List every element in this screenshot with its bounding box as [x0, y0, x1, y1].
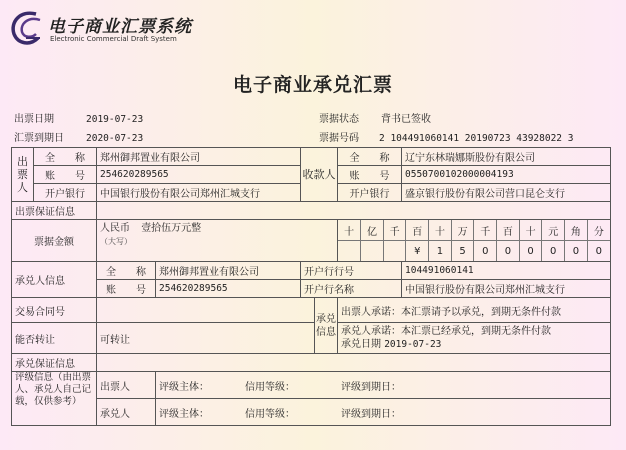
amount-digit-cell: 0: [587, 241, 610, 262]
number-row: [319, 129, 587, 144]
draft-system-logo-icon: [6, 8, 46, 48]
logo-chinese-text: 电子商业汇票系统: [48, 17, 192, 37]
acceptor-account: 254620289565: [156, 280, 301, 298]
contract-label: 交易合同号: [12, 298, 97, 323]
acceptor-bank-no-label: 开户行行号: [301, 262, 402, 280]
drawer-promise: 出票人承诺：本汇票请予以承兑，到期无条件付款: [338, 298, 611, 323]
acceptor-group-label: 承兑人信息: [12, 262, 97, 298]
rating-drawer-expiry: 评级到期日：: [341, 381, 401, 393]
rating-label: 评级信息（由出票人、承兑人自己记载，仅供参考）: [12, 372, 97, 426]
acceptor-account-label: 账 号: [97, 280, 156, 298]
acceptor-bank-no: 104491060141: [402, 262, 611, 280]
draft-number: 2 104491060141 20190723 43928022 3: [379, 133, 574, 144]
amount-unit-cell: 角: [565, 220, 588, 241]
issue-date-row: [14, 110, 157, 125]
number-label: 票据号码: [319, 133, 359, 144]
issue-date-value: 2019-07-23: [86, 114, 144, 125]
rating-drawer-agency: 评级主体：: [159, 381, 209, 393]
drawer-name: 郑州御邦置业有限公司: [97, 148, 301, 166]
drawer-name-label: 全 称: [34, 148, 97, 166]
drawer-guarantee-label: 出票保证信息: [12, 202, 97, 220]
acceptor-guarantee-label: 承兑保证信息: [12, 354, 97, 372]
amount-currency: 人民币: [100, 223, 130, 234]
acceptor-bank-name: 中国银行股份有限公司郑州汇城支行: [402, 280, 611, 298]
system-logo: [6, 8, 226, 48]
amount-digits-grid: [338, 220, 610, 261]
amount-digit-cell: 0: [519, 241, 542, 262]
acceptor-guarantee-value: [97, 354, 611, 372]
acceptor-name-label: 全 称: [97, 262, 156, 280]
rating-who-drawer: 出票人: [97, 372, 156, 399]
status-label: 票据状态: [319, 114, 359, 125]
drawer-account-label: 账 号: [34, 166, 97, 184]
rating-acceptor-expiry: 评级到期日：: [341, 408, 401, 420]
amount-digit-cell: 0: [497, 241, 520, 262]
acceptance-date: 2019-07-23: [384, 339, 442, 350]
amount-digit-cell: [338, 241, 361, 262]
drawer-group-label: 出票人: [12, 148, 34, 202]
payee-name-label: 全 称: [338, 148, 402, 166]
contract-value: [97, 298, 315, 323]
status-value: 背书已签收: [381, 114, 431, 125]
amount-digit-cell: 0: [474, 241, 497, 262]
payee-group-label: 收款人: [301, 148, 338, 202]
amount-digit-cell: 1: [429, 241, 452, 262]
amount-unit-cell: 元: [542, 220, 565, 241]
amount-unit-cell: 分: [587, 220, 610, 241]
acceptor-bank-name-label: 开户行名称: [301, 280, 402, 298]
amount-digit-cell: ¥: [406, 241, 429, 262]
amount-digits-cell: [338, 220, 611, 262]
amount-unit-cell: 十: [519, 220, 542, 241]
acceptance-group-label: 承兑信息: [315, 298, 338, 354]
amount-unit-cell: 千: [474, 220, 497, 241]
payee-name: 辽宁东林瑞娜斯股份有限公司: [402, 148, 611, 166]
rating-drawer-grade: 信用等级：: [245, 381, 295, 393]
drawer-bank: 中国银行股份有限公司郑州汇城支行: [97, 184, 301, 202]
amount-unit-cell: 百: [406, 220, 429, 241]
amount-words-cell: [97, 220, 338, 262]
acceptance-date-row: [341, 338, 607, 351]
rating-acceptor-details: [156, 399, 611, 426]
amount-digit-cell: [383, 241, 406, 262]
payee-account-label: 账 号: [338, 166, 402, 184]
due-date-row: [14, 129, 157, 144]
amount-label: 票据金额: [12, 220, 97, 262]
due-date-label: 汇票到期日: [14, 133, 64, 144]
drawer-guarantee-value: [97, 202, 611, 220]
acceptor-name: 郑州御邦置业有限公司: [156, 262, 301, 280]
acceptor-promise: 承兑人承诺：本汇票已经承兑，到期无条件付款: [341, 326, 551, 337]
amount-words: 壹拾伍万元整: [141, 223, 202, 234]
rating-drawer-details: [156, 372, 611, 399]
transfer-value: 可转让: [97, 323, 315, 354]
status-row: [319, 110, 445, 125]
drawer-account: 254620289565: [97, 166, 301, 184]
payee-bank: 盛京银行股份有限公司营口昆仑支行: [402, 184, 611, 202]
page-title: 电子商业承兑汇票: [232, 74, 393, 96]
rating-acceptor-agency: 评级主体：: [159, 408, 209, 420]
amount-unit-cell: 万: [451, 220, 474, 241]
acceptance-date-label: 承兑日期: [341, 339, 381, 350]
amount-unit-cell: 百: [497, 220, 520, 241]
amount-unit-cell: 千: [383, 220, 406, 241]
issue-date-label: 出票日期: [14, 114, 54, 125]
drawer-bank-label: 开户银行: [34, 184, 97, 202]
logo-english-text: Electronic Commercial Draft System: [50, 35, 177, 43]
amount-digit-cell: 5: [451, 241, 474, 262]
amount-digit-cell: [361, 241, 384, 262]
amount-daxie: （大写）: [100, 237, 132, 246]
transfer-label: 能否转让: [12, 323, 97, 354]
draft-table: [11, 147, 611, 426]
payee-bank-label: 开户银行: [338, 184, 402, 202]
amount-unit-cell: 十: [344, 226, 355, 238]
amount-unit-cell: 亿: [361, 220, 384, 241]
acceptance-details: [338, 323, 611, 354]
amount-digit-cell: 0: [542, 241, 565, 262]
rating-who-acceptor: 承兑人: [97, 399, 156, 426]
payee-account: 0550700102000004193: [402, 166, 611, 184]
due-date-value: 2020-07-23: [86, 133, 144, 144]
amount-digit-cell: 0: [565, 241, 588, 262]
rating-acceptor-grade: 信用等级：: [245, 408, 295, 420]
amount-unit-cell: 十: [429, 220, 452, 241]
